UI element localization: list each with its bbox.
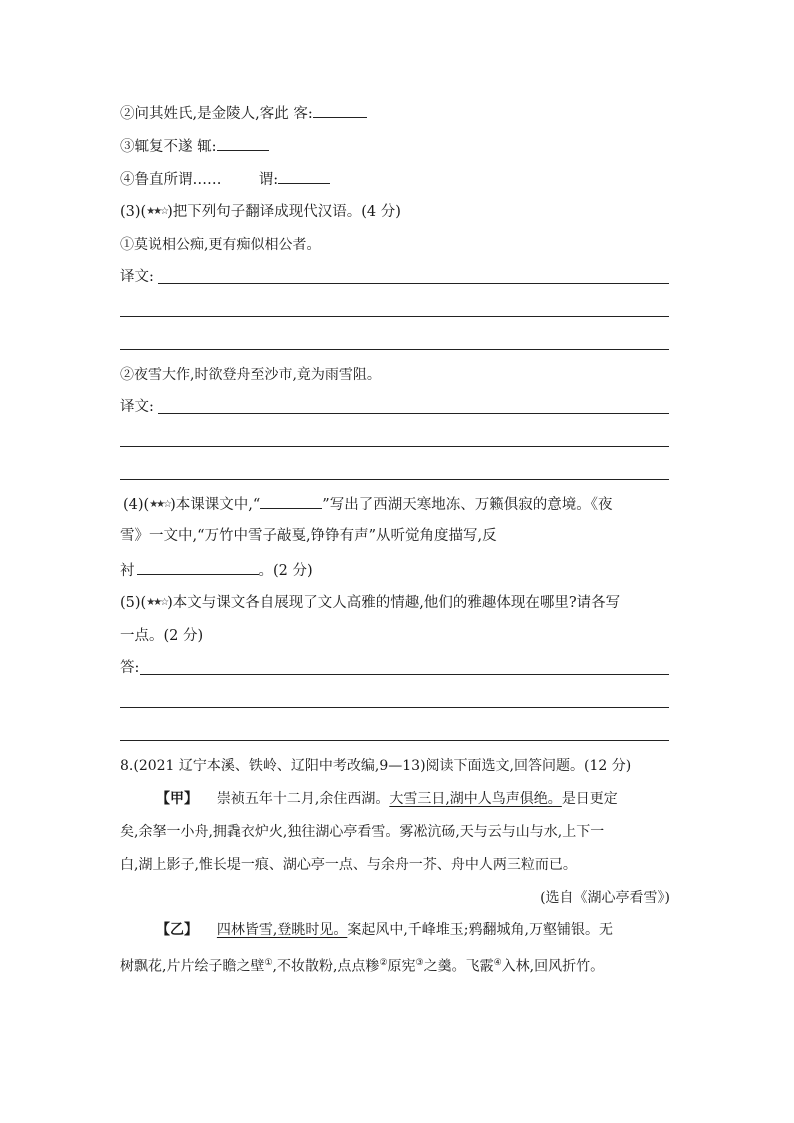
question-3-header — [120, 202, 401, 222]
passage-text: 原宪 — [387, 958, 416, 975]
answer-line[interactable] — [120, 349, 669, 350]
passage-text: 之羹。飞霰 — [423, 958, 494, 975]
question-number: (5)( — [120, 595, 147, 611]
question-4-line-2: 雪》一文中,“万竹中雪子敲戛,铮铮有声”从听觉角度描写,反 — [120, 528, 497, 544]
question-text: 。(2 分) — [258, 563, 313, 579]
answer-line[interactable] — [120, 316, 669, 317]
question-text: )把下列句子翻译成现代汉语。(4 分) — [167, 204, 401, 220]
question-number: (3)( — [120, 204, 147, 220]
passage-text: ,不妆散粉,点点糁 — [272, 958, 380, 975]
question-text: )本文与课文各自展现了文人高雅的情趣,他们的雅趣体现在哪里?请各写 — [167, 595, 621, 611]
passage-text: 入林,回风折竹。 — [501, 958, 605, 975]
question-text: ④鲁直所谓…… — [120, 172, 222, 188]
question-5-line-2: 一点。(2 分) — [120, 628, 204, 644]
answer-line[interactable] — [120, 446, 669, 447]
question-number: (4)( — [123, 497, 150, 513]
question-text: ”写出了西湖天寒地冻、万籁俱寂的意境。《夜 — [322, 497, 613, 513]
answer-label: 答: — [120, 660, 140, 676]
answer-line[interactable] — [158, 413, 669, 414]
answer-blank[interactable] — [278, 169, 330, 184]
answer-line[interactable] — [120, 479, 669, 480]
difficulty-stars-icon: ★★☆ — [149, 499, 171, 510]
difficulty-stars-icon: ★★☆ — [146, 206, 168, 217]
difficulty-stars-icon: ★★☆ — [146, 597, 168, 608]
footnote-marker: ② — [379, 958, 388, 968]
question-2-3 — [120, 136, 269, 157]
footnote-marker: ④ — [493, 958, 502, 968]
passage-label-yi: 【乙】 — [156, 922, 198, 938]
passage-jia-line-2: 矣,余拏一小舟,拥毳衣炉火,独往湖心亭看雪。雾凇沆砀,天与云与山与水,上下一 — [120, 824, 605, 840]
underlined-sentence: 大雪三日,湖中人鸟声俱绝。 — [389, 791, 562, 807]
question-2-2 — [120, 103, 367, 124]
passage-jia-source: (选自《湖心亭看雪》) — [540, 890, 670, 906]
question-text: ③辄复不遂 辄: — [120, 139, 217, 155]
question-2-4 — [120, 169, 330, 190]
question-8-header: 8.(2021 辽宁本溪、铁岭、辽阳中考改编,9—13)阅读下面选文,回答问题。(12 分) — [120, 758, 632, 774]
question-3-2: ②夜雪大作,时欲登舟至沙市,竟为雨雪阻。 — [120, 367, 381, 383]
passage-text: 案起风中,千峰堆玉;鸦翻城角,万壑铺银。无 — [347, 922, 613, 938]
question-4-line-3 — [120, 560, 313, 581]
question-word: 谓: — [258, 172, 279, 188]
passage-jia-line-3: 白,湖上影子,惟长堤一痕、湖心亭一点、与余舟一芥、舟中人两三粒而已。 — [120, 857, 577, 873]
underlined-sentence: 四林皆雪,登眺时见。 — [216, 922, 348, 938]
footnote-marker: ① — [264, 958, 273, 968]
translation-label-1: 译文: — [120, 269, 154, 285]
question-4 — [123, 494, 612, 515]
answer-blank[interactable] — [217, 136, 269, 151]
footnote-marker: ③ — [415, 958, 424, 968]
passage-text: 崇祯五年十二月,余住西湖。 — [216, 791, 390, 807]
question-text: 衬 — [120, 563, 135, 579]
question-3-1: ①莫说相公痴,更有痴似相公者。 — [120, 237, 321, 253]
question-text: )本课课文中,“ — [170, 497, 261, 513]
question-text: ②问其姓氏,是金陵人,客此 客: — [120, 106, 313, 122]
passage-text: 树飘花,片片绘子瞻之壁 — [120, 958, 265, 975]
passage-label-jia: 【甲】 — [156, 791, 198, 807]
passage-yi-line-2 — [120, 953, 604, 977]
answer-blank[interactable] — [137, 560, 259, 575]
answer-blank[interactable] — [313, 103, 367, 118]
answer-line[interactable] — [140, 674, 669, 675]
answer-blank[interactable] — [260, 494, 322, 509]
passage-jia-line-1 — [156, 789, 618, 809]
answer-line[interactable] — [120, 740, 669, 741]
passage-text: 是日更定 — [561, 791, 618, 807]
answer-line[interactable] — [158, 283, 669, 284]
answer-line[interactable] — [120, 707, 669, 708]
question-5 — [120, 593, 620, 613]
translation-label-2: 译文: — [120, 399, 154, 415]
passage-yi-line-1 — [156, 920, 613, 940]
